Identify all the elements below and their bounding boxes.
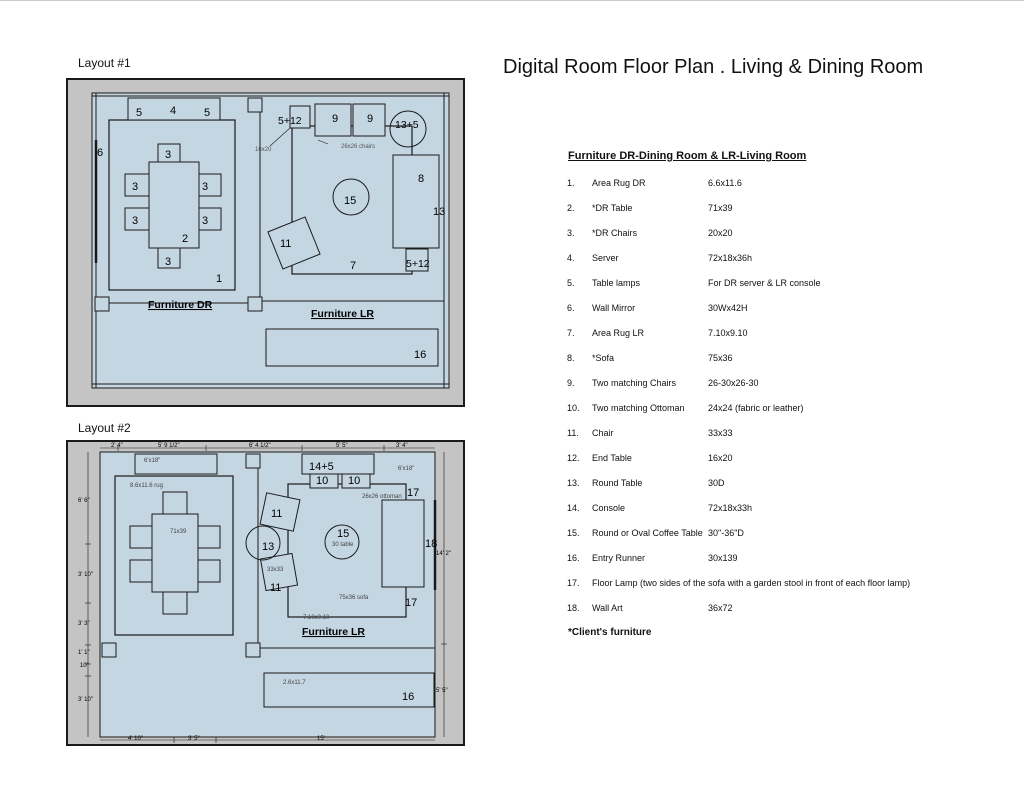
legend-num: 7.: [567, 328, 575, 338]
num-10: 10: [316, 475, 329, 487]
legend-dim: 30x139: [708, 553, 738, 563]
legend-num: 5.: [567, 278, 575, 288]
top-rule: [0, 0, 1024, 1]
num-3: 3: [202, 215, 209, 227]
legend-dim: 30"-36"D: [708, 528, 744, 538]
console: [135, 454, 217, 474]
dim-left: 6' 6": [78, 498, 90, 504]
legend-dim: 33x33: [708, 428, 733, 438]
dim-left: 3' 3": [78, 621, 90, 627]
legend-num: 13.: [567, 478, 580, 488]
legend-item: Two matching Ottoman: [592, 403, 685, 413]
dim-top: 5' 5": [336, 443, 348, 449]
legend-num: 6.: [567, 303, 575, 313]
floor-plan-layout-2: [66, 440, 466, 748]
num-9: 9: [367, 113, 374, 125]
page-title: Digital Room Floor Plan . Living & Dining Room: [503, 56, 924, 78]
note-console: 6'x18": [144, 458, 161, 464]
dim-bottom: 15': [317, 736, 325, 742]
legend-num: 9.: [567, 378, 575, 388]
note-rug-dr: 8.6x11.6 rug: [130, 483, 163, 489]
legend-item: Floor Lamp (two sides of the sofa with a garden stool in front of each floor lamp): [592, 578, 911, 588]
legend-item: *DR Table: [592, 203, 633, 213]
furniture-dr-label: Furniture DR: [148, 299, 213, 311]
entry-runner: [266, 329, 438, 366]
dim-top: 2' 4": [111, 443, 123, 449]
legend-num: 1.: [567, 178, 575, 188]
legend-dim: 26-30x26-30: [708, 378, 759, 388]
dim-bottom: 4' 10": [128, 736, 143, 742]
note-right-top: 6'x18": [398, 466, 415, 472]
num-3: 3: [165, 149, 172, 161]
legend-dim: 75x36: [708, 353, 733, 363]
dr-table: [149, 162, 199, 248]
legend-num: 16.: [567, 553, 580, 563]
layout-2-label: Layout #2: [78, 421, 131, 435]
legend-heading: Furniture DR-Dining Room & LR-Living Room: [568, 150, 807, 162]
num-13-5: 13+5: [395, 119, 419, 131]
num-5-12: 5+12: [278, 115, 302, 127]
legend-dim: 20x20: [708, 228, 733, 238]
note-rug-lr: 7.10x9.10: [303, 615, 330, 621]
legend-item: Round or Oval Coffee Table: [592, 528, 703, 538]
dr-chair: [130, 526, 152, 548]
dim-right: 14' 2": [436, 551, 451, 557]
legend-dim: 16x20: [708, 453, 733, 463]
sofa: [382, 500, 424, 587]
legend-num: 18.: [567, 603, 580, 613]
note-table: 71x39: [170, 529, 187, 535]
dim-left: 1' 1": [78, 650, 90, 656]
note-16x20: 16x20: [255, 147, 272, 153]
num-1: 1: [216, 273, 223, 285]
sofa: [393, 155, 439, 248]
legend-item: Chair: [592, 428, 614, 438]
legend-dim: 71x39: [708, 203, 733, 213]
dim-left: 3' 10": [78, 572, 93, 578]
dim-top: 6' 4 1/2": [249, 443, 271, 449]
num-11: 11: [280, 238, 292, 250]
legend-item: Wall Mirror: [592, 303, 636, 313]
legend-dim: 72x18x36h: [708, 253, 753, 263]
legend-dim: For DR server & LR console: [708, 278, 821, 288]
num-13: 13: [433, 206, 446, 218]
num-5: 5: [204, 107, 211, 119]
floor-plan-layout-1: [66, 78, 466, 408]
legend-dim: 72x18x33h: [708, 503, 753, 513]
dim-bottom: 3' 5": [188, 736, 200, 742]
legend-num: 17.: [567, 578, 580, 588]
num-3: 3: [132, 215, 139, 227]
legend-num: 8.: [567, 353, 575, 363]
legend-num: 3.: [567, 228, 575, 238]
legend-item: Wall Art: [592, 603, 623, 613]
num-16: 16: [414, 349, 427, 361]
num-18: 18: [425, 538, 438, 550]
dr-chair: [198, 526, 220, 548]
num-15: 15: [337, 528, 350, 540]
legend-num: 4.: [567, 253, 575, 263]
legend-num: 2.: [567, 203, 575, 213]
num-11: 11: [270, 582, 282, 594]
legend-item: Entry Runner: [592, 553, 646, 563]
num-5-12: 5+12: [406, 258, 430, 270]
dim-left: 10": [80, 663, 89, 669]
column: [102, 643, 116, 657]
legend-num: 14.: [567, 503, 580, 513]
note-ottoman: 26x26 ottoman: [362, 494, 402, 500]
num-7: 7: [350, 260, 357, 272]
layout-1-label: Layout #1: [78, 56, 131, 70]
legend-item: *Sofa: [592, 353, 615, 363]
legend-dim: 6.6x11.6: [708, 178, 742, 188]
num-8: 8: [418, 173, 425, 185]
legend-item: Server: [592, 253, 619, 263]
num-2: 2: [182, 233, 189, 245]
legend-item: End Table: [592, 453, 632, 463]
dim-top: 3' 4": [396, 443, 408, 449]
dr-chair: [163, 492, 187, 514]
legend-num: 15.: [567, 528, 580, 538]
note-chairs: 26x26 chairs: [341, 144, 376, 150]
num-3: 3: [132, 181, 139, 193]
column: [246, 454, 260, 468]
column: [248, 98, 262, 112]
note-sofa: 75x36 sofa: [339, 595, 369, 601]
legend-num: 11.: [567, 428, 579, 438]
num-17: 17: [407, 487, 420, 499]
legend-num: 12.: [567, 453, 580, 463]
note-coffee: 30 table: [332, 542, 354, 548]
legend-dim: 30D: [708, 478, 725, 488]
column: [246, 643, 260, 657]
dim-top: 5' 9 1/2": [158, 443, 180, 449]
legend-dim: 36x72: [708, 603, 733, 613]
num-10: 10: [348, 475, 361, 487]
legend-item: *DR Chairs: [592, 228, 638, 238]
client-furniture-note: *Client's furniture: [568, 627, 652, 638]
legend-item: Area Rug DR: [592, 178, 646, 188]
note-chair33: 33x33: [267, 567, 284, 573]
num-5: 5: [136, 107, 143, 119]
legend-num: 10.: [567, 403, 580, 413]
dr-chair: [163, 592, 187, 614]
num-4: 4: [170, 105, 177, 117]
num-3: 3: [165, 256, 172, 268]
dr-chair: [198, 560, 220, 582]
legend-dim: 24x24 (fabric or leather): [708, 403, 804, 413]
dim-left: 3' 10": [78, 697, 93, 703]
num-15: 15: [344, 195, 357, 207]
column: [248, 297, 262, 311]
num-11: 11: [271, 508, 283, 520]
num-17: 17: [405, 597, 418, 609]
note-runner: 2.6x11.7: [283, 680, 306, 686]
num-3: 3: [202, 181, 209, 193]
num-9: 9: [332, 113, 339, 125]
dim-right: 5' 5": [436, 688, 448, 694]
num-6: 6: [97, 147, 104, 159]
num-16: 16: [402, 691, 415, 703]
legend-item: Area Rug LR: [592, 328, 645, 338]
furniture-lr-label: Furniture LR: [302, 626, 365, 638]
legend-item: Round Table: [592, 478, 643, 488]
num-13: 13: [262, 541, 275, 553]
dr-table: [152, 514, 198, 592]
legend-item: Table lamps: [592, 278, 641, 288]
furniture-lr-label: Furniture LR: [311, 308, 374, 320]
legend-dim: 30Wx42H: [708, 303, 748, 313]
legend-dim: 7.10x9.10: [708, 328, 748, 338]
dr-chair: [130, 560, 152, 582]
legend-item: Console: [592, 503, 626, 513]
legend-item: Two matching Chairs: [592, 378, 677, 388]
num-14-5: 14+5: [309, 461, 334, 473]
column: [95, 297, 109, 311]
